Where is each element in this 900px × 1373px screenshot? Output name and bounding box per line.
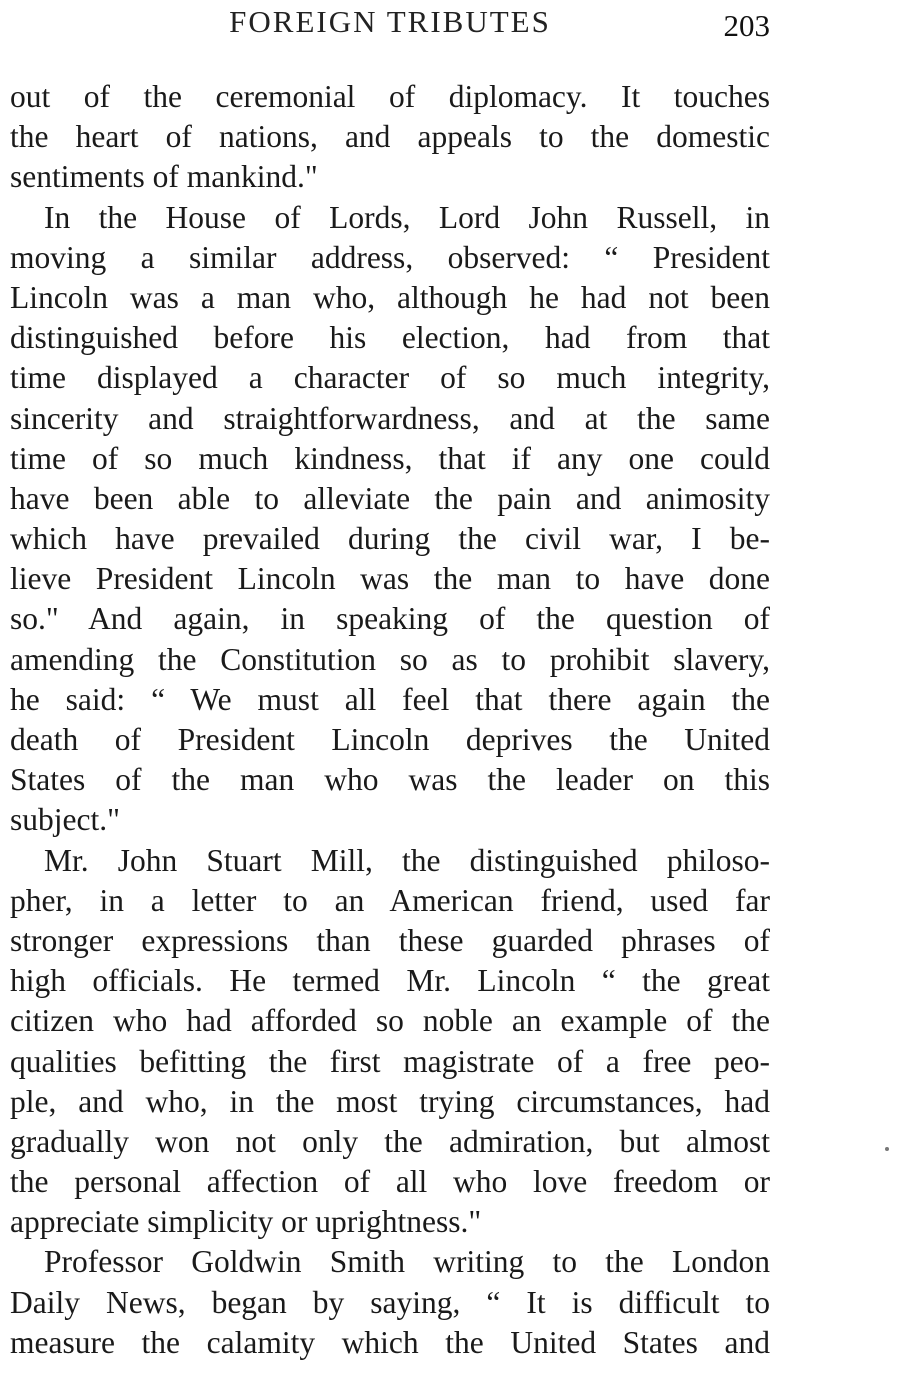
text-line: he said: “ We must all feel that there again the [10,681,770,717]
text-line: stronger expressions than these guarded phrases of [10,922,770,958]
text-line: qualities befitting the first magistrate of a free peo- [10,1043,770,1079]
text-line: ple, and who, in the most trying circumstances, had [10,1083,770,1119]
text-line: Mr. John Stuart Mill, the distinguished philoso- [44,842,770,878]
paragraph [10,1242,770,1363]
running-header [10,0,770,44]
text-line: Professor Goldwin Smith writing to the London [44,1244,770,1280]
text-line: distinguished before his election, had from that [10,320,770,356]
book-page [10,0,770,1373]
text-line: the heart of nations, and appeals to the domestic [10,119,770,155]
body-text [10,77,770,1363]
text-line: lieve President Lincoln was the man to have done [10,561,770,597]
text-line: measure the calamity which the United States and [10,1324,770,1360]
page-number: 203 [723,8,770,43]
text-line: which have prevailed during the civil war, I be- [10,521,770,557]
text-line: sentiments of mankind." [10,159,318,195]
text-line: pher, in a letter to an American friend, used far [10,882,770,918]
text-line: time of so much kindness, that if any one could [10,440,770,476]
text-line: States of the man who was the leader on this [10,762,770,798]
text-line: amending the Constitution so as to prohibit slavery, [10,641,770,677]
scan-speck-mark [885,1147,889,1151]
text-line: citizen who had afforded so noble an example of the [10,1003,770,1039]
running-title: FOREIGN TRIBUTES [229,4,551,39]
text-line: subject." [10,802,120,838]
text-line: Lincoln was a man who, although he had not been [10,279,770,315]
text-line: death of President Lincoln deprives the United [10,722,770,757]
text-line: so." And again, in speaking of the question of [10,601,770,637]
text-line: Daily News, began by saying, “ It is difficult to [10,1284,770,1320]
text-line: gradually won not only the admiration, but almost [10,1123,770,1159]
text-line: sincerity and straightforwardness, and at the same [10,400,770,436]
text-line: In the House of Lords, Lord John Russell, in [44,199,770,235]
paragraph [10,77,770,198]
text-line: appreciate simplicity or uprightness." [10,1204,482,1240]
text-line: out of the ceremonial of diplomacy. It touches [10,79,770,114]
text-line: time displayed a character of so much integrity, [10,360,770,396]
text-line: the personal affection of all who love freedom or [10,1164,770,1200]
paragraph [10,198,770,841]
text-line: moving a similar address, observed: “ President [10,239,770,275]
paragraph [10,841,770,1243]
text-line: high officials. He termed Mr. Lincoln “ the great [10,963,770,999]
text-line: have been able to alleviate the pain and animosity [10,480,770,516]
